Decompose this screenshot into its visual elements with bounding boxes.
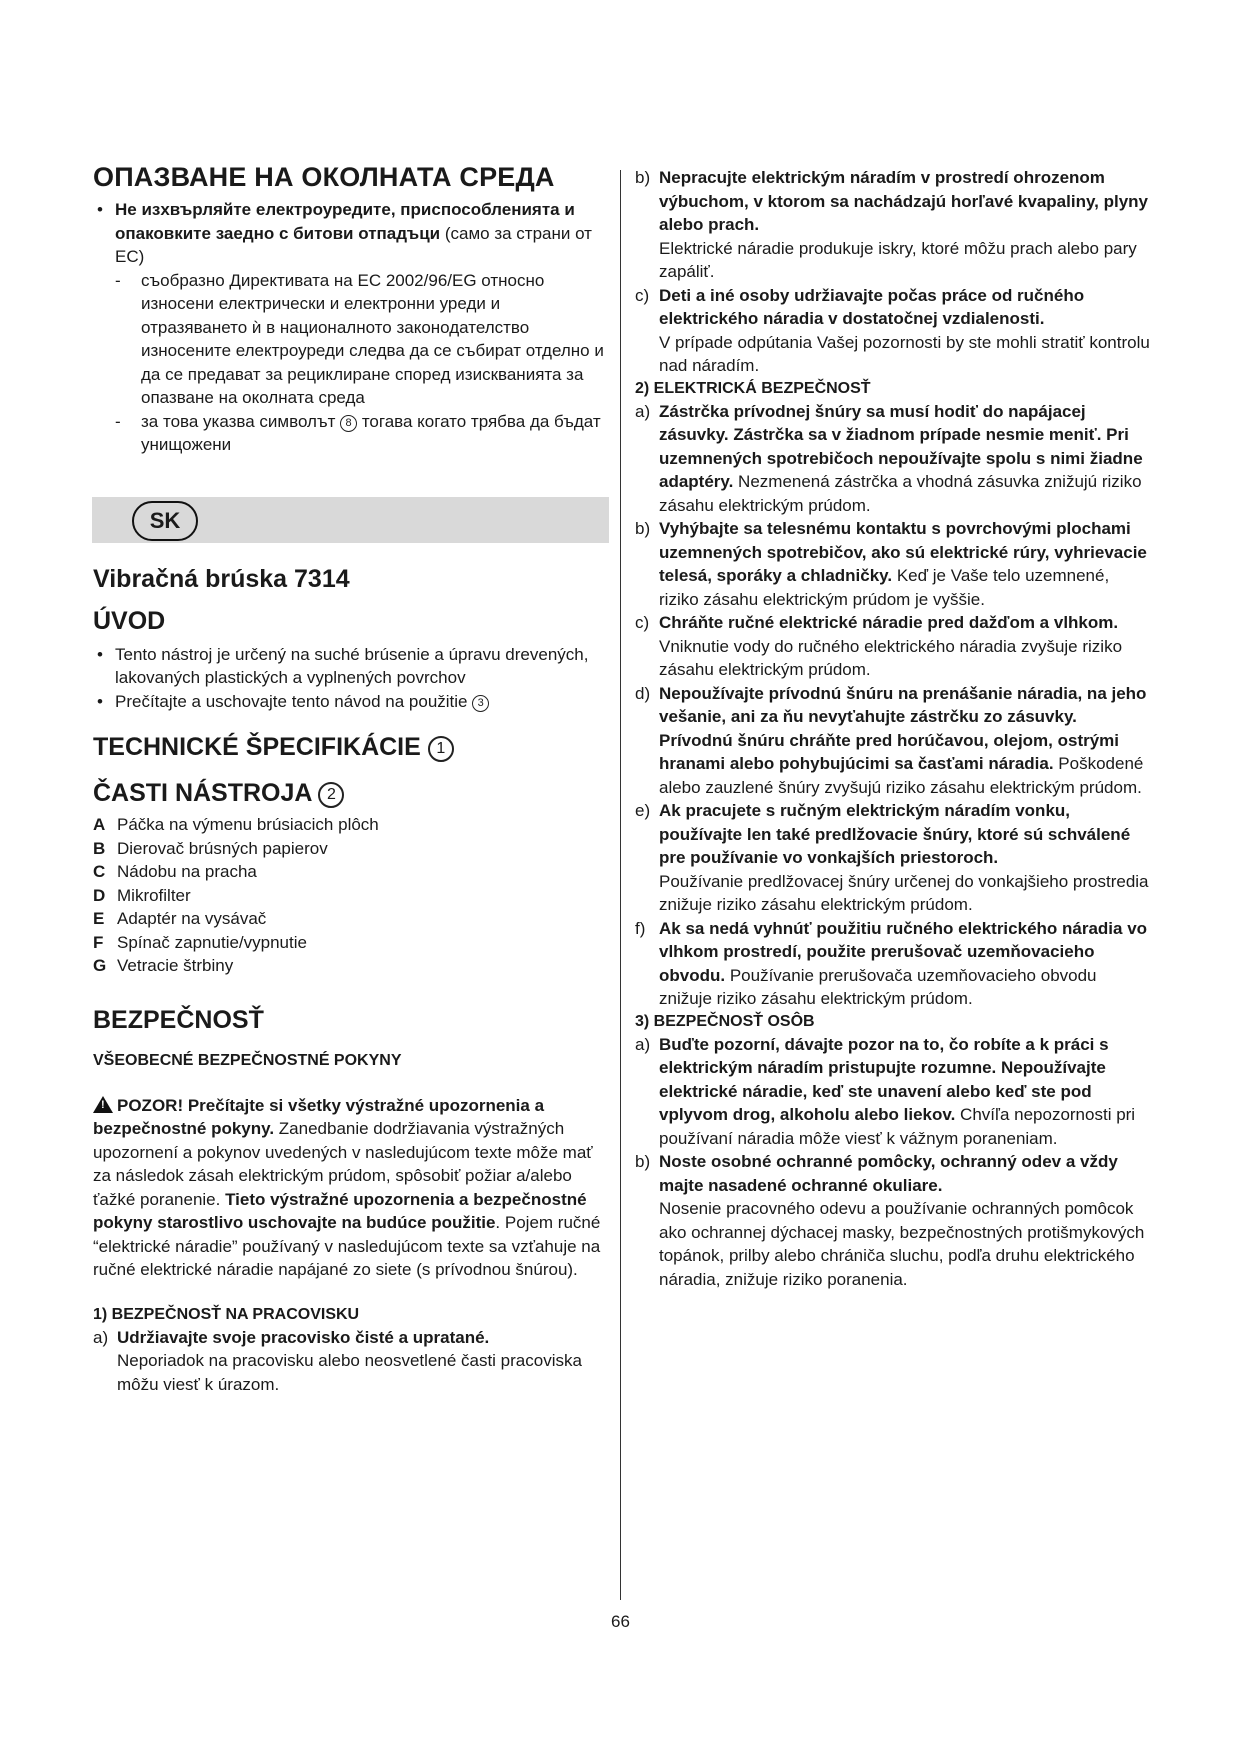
item-text: Vniknutie vody do ručného elektrického náradia zvyšuje riziko zásahu elektrickým prúdom.	[659, 636, 1123, 679]
item-letter: b)	[635, 519, 651, 538]
part-item	[93, 813, 608, 837]
spec-heading-text: TECHNICKÉ ŠPECIFIKÁCIE	[93, 733, 428, 761]
bg-environment-heading: ОПАЗВАНЕ НА ОКОЛНАТА СРЕДА	[93, 162, 555, 192]
part-item	[93, 884, 608, 908]
parts-list	[93, 813, 608, 978]
bg-disposal-bold: Не изхвърляйте електроуредите, приспособленията и опаковките заедно с битови отпадъци	[115, 200, 575, 243]
item-letter: f)	[635, 918, 646, 938]
personal-item-b	[635, 1150, 1150, 1291]
item-text: Poškodené alebo zauzlené šnúry zvyšujú riziko zásahu elektrickým prúdom.	[659, 754, 1144, 797]
intro-bullet-2	[93, 690, 608, 714]
ref-number-2: 2	[318, 782, 344, 808]
bg-disposal-bullet	[93, 198, 608, 269]
warning-bold: POZOR! Prečítajte si všetky výstražné upozornenia a bezpečnostné pokyny.	[93, 1095, 545, 1138]
electrical-item-d	[635, 682, 1150, 800]
part-item	[93, 907, 608, 931]
electrical-item-c	[635, 611, 1150, 682]
part-letter: G	[93, 956, 107, 975]
part-letter: D	[93, 885, 106, 905]
workplace-item-c	[635, 284, 1150, 378]
bg-symbol-text-end: тогава когато трябва да бъдат унищожени	[141, 411, 601, 454]
part-text: Nádobu na pracha	[117, 862, 257, 881]
workplace-item-a	[93, 1326, 608, 1397]
item-letter: b)	[635, 168, 651, 187]
part-text: Dierovač brúsných papierov	[117, 838, 328, 858]
item-text: Elektrické náradie produkuje iskry, ktoré môžu prach alebo pary zapáliť.	[659, 238, 1137, 281]
ref-number-3: 3	[472, 695, 489, 712]
item-bold: Deti a iné osoby udržiavajte počas práce od ručného elektrického náradia v dostatočnej vzdialenosti.	[659, 285, 1085, 328]
item-text: Keď je Vaše telo uzemnené, riziko zásahu elektrickým prúdom je vyššie.	[659, 566, 1110, 609]
item-bold: Noste osobné ochranné pomôcky, ochranný odev a vždy majte nasadené ochranné okuliare.	[659, 1152, 1118, 1195]
bg-symbol-item: - за това указва символът 8 тогава когато трябва да бъдат унищожени	[115, 411, 601, 454]
bg-directive-text: съобразно Директивата на ЕС 2002/96/EG относно износени електрически и електронни уреди и отразяването ѝ в националното законодателство износените електроуреди следва да се събират отделно и да се предават за рециклиране според изискванията за опазване на околната среда	[141, 270, 604, 407]
part-letter: E	[93, 909, 105, 928]
item-bold: Nepoužívajte prívodnú šnúru na prenášanie náradia, na jeho vešanie, ani za ňu nevyťahujte zástrčku zo zásuvky. Prívodnú šnúru chráňte pred horúčavou, olejom, ostrými hranami alebo pohybujúcimi sa časťami náradia.	[659, 683, 1147, 773]
personal-item-a	[635, 1033, 1150, 1151]
electrical-item-e	[635, 799, 1150, 917]
safety-heading: BEZPEČNOSŤ	[93, 1005, 264, 1034]
item-letter: a)	[93, 1327, 109, 1347]
workplace-item-b	[635, 166, 1150, 284]
workplace-heading: 1) BEZPEČNOSŤ NA PRACOVISKU	[93, 1305, 360, 1323]
intro-bullet-1: • Tento nástroj je určený na suché brúsenie a úpravu drevených, lakovaných plastických a vyplnených povrchov	[93, 643, 608, 690]
bg-symbol-text: за това указва символът	[141, 411, 341, 431]
item-text: Používanie prerušovača uzemňovacieho obvodu znižuje riziko zásahu elektrickým prúdom.	[659, 965, 1097, 1008]
item-letter: a)	[635, 401, 651, 421]
part-text: Vetracie štrbiny	[117, 956, 234, 975]
electrical-item-f	[635, 917, 1150, 1011]
item-bold: Buďte pozorní, dávajte pozor na to, čo robíte a k práci s elektrickým náradím pristupujte rozumne. Nepoužívajte elektrické náradie, keď ste unavení alebo keď ste pod vplyvom drog, alkoholu alebo liekov.	[659, 1034, 1109, 1124]
item-text: Nezmenená zástrčka a vhodná zásuvka znižujú riziko zásahu elektrickým prúdom.	[659, 472, 1142, 515]
item-letter: c)	[635, 285, 650, 305]
item-letter: d)	[635, 683, 651, 703]
personal-safety-heading: 3) BEZPEČNOSŤ OSÔB	[635, 1012, 815, 1030]
intro-heading: ÚVOD	[93, 606, 166, 635]
item-text: Chvíľa nepozornosti pri používaní náradia môže viesť k vážnym poraneniam.	[659, 1105, 1136, 1148]
language-badge: SK	[132, 501, 198, 541]
bg-disposal-rest: (само за страни от ЕС)	[115, 223, 592, 266]
parts-heading	[93, 777, 608, 809]
language-band	[92, 497, 609, 543]
column-divider	[620, 170, 621, 1600]
part-letter: B	[93, 838, 106, 858]
ref-number-1: 1	[428, 736, 454, 762]
item-bold: Chráňte ručné elektrické náradie pred dažďom a vlhkom.	[659, 613, 1119, 632]
item-text: Používanie predlžovacej šnúry určenej do vonkajšieho prostredia znižuje riziko zásahu elektrickým prúdom.	[659, 871, 1149, 914]
item-text: Neporiadok na pracovisku alebo neosvetlené časti pracoviska môžu viesť k úrazom.	[117, 1351, 582, 1394]
item-letter: b)	[635, 1152, 651, 1171]
part-item	[93, 954, 608, 978]
part-item	[93, 931, 608, 955]
part-letter: A	[93, 815, 106, 834]
part-item	[93, 860, 608, 884]
item-bold: Zástrčka prívodnej šnúry sa musí hodiť do napájacej zásuvky. Zástrčka sa v žiadnom prípade nesmie meniť. Pri uzemnených spotrebičoch nepoužívajte spolu s nimi žiadne adaptéry.	[659, 401, 1143, 491]
part-letter: F	[93, 932, 104, 952]
right-column	[635, 166, 1150, 1291]
item-letter: e)	[635, 801, 651, 820]
warning-text-2: . Pojem ručné “elektrické náradie” používaný v nasledujúcom texte sa vzťahuje na ručné elektrické náradie napájané zo siete (s prívodnou šnúrou).	[93, 1213, 601, 1279]
warning-bold-2: Tieto výstražné upozornenia a bezpečnostné pokyny starostlivo uschovajte na budúce použitie	[93, 1189, 587, 1232]
item-bold: Ak sa nedá vyhnúť použitiu ručného elektrického náradia vo vlhkom prostredí, použite prerušovač uzemňovacieho obvodu.	[659, 918, 1148, 985]
item-letter: c)	[635, 613, 650, 632]
item-bold: Vyhýbajte sa telesnému kontaktu s povrchovými plochami uzemnených spotrebičov, ako sú elektrické rúry, vyhrievacie telesá, sporáky a chladničky.	[659, 519, 1147, 585]
page-number: 66	[611, 1612, 630, 1631]
item-letter: a)	[635, 1034, 651, 1054]
warning-triangle-icon	[93, 1096, 113, 1113]
warning-paragraph	[93, 1094, 608, 1282]
electrical-item-a	[635, 400, 1150, 518]
warning-text: Zanedbanie dodržiavania výstražných upozornení a pokynov uvedených v nasledujúcom texte môže mať za následok zásah elektrickým prúdom, spôsobiť požiar a/alebo ťažké poranenie.	[93, 1119, 593, 1209]
part-text: Adaptér na vysávač	[117, 909, 267, 928]
product-title: Vibračná brúska 7314	[93, 564, 350, 593]
bg-directive-item: - съобразно Директивата на ЕС 2002/96/EG относно износени електрически и електронни уреди и отразяването ѝ в националното законодателство износените електроуреди следва да се събират отделно и да се предават за рециклиране според изискванията за опазване на околната среда	[115, 270, 604, 407]
item-text: Nosenie pracovného odevu a používanie ochranných pomôcok ako ochrannej dýchacej masky, bezpečnostných protišmykových topánok, prilby alebo chrániča sluchu, podľa druhu elektrického náradia, znižuje riziko poranenia.	[659, 1199, 1145, 1289]
part-letter: C	[93, 862, 106, 881]
item-text: V prípade odpútania Vašej pozornosti by ste mohli stratiť kontrolu nad náradím.	[659, 332, 1150, 375]
left-column	[93, 160, 608, 1396]
item-bold: Udržiavajte svoje pracovisko čisté a upratané.	[117, 1327, 490, 1347]
spec-heading	[93, 731, 608, 763]
part-text: Páčka na výmenu brúsiacich plôch	[117, 815, 379, 834]
electrical-safety-heading: 2) ELEKTRICKÁ BEZPEČNOSŤ	[635, 379, 871, 397]
ref-number-8: 8	[340, 415, 357, 432]
intro-bullet-2-text: Prečítajte a uschovajte tento návod na použitie	[115, 691, 473, 711]
general-safety-heading: VŠEOBECNÉ BEZPEČNOSTNÉ POKYNY	[93, 1051, 402, 1069]
part-text: Mikrofilter	[117, 885, 191, 905]
item-bold: Ak pracujete s ručným elektrickým náradím vonku, používajte len také predlžovacie šnúry, ktoré sú schválené pre používanie vo vonkajších priestoroch.	[659, 801, 1131, 867]
parts-heading-text: ČASTI NÁSTROJA	[93, 779, 319, 807]
part-text: Spínač zapnutie/vypnutie	[117, 932, 307, 952]
electrical-item-b	[635, 517, 1150, 611]
part-item	[93, 837, 608, 861]
item-bold: Nepracujte elektrickým náradím v prostredí ohrozenom výbuchom, v ktorom sa nachádzajú horľavé kvapaliny, plyny alebo prach.	[659, 168, 1149, 234]
